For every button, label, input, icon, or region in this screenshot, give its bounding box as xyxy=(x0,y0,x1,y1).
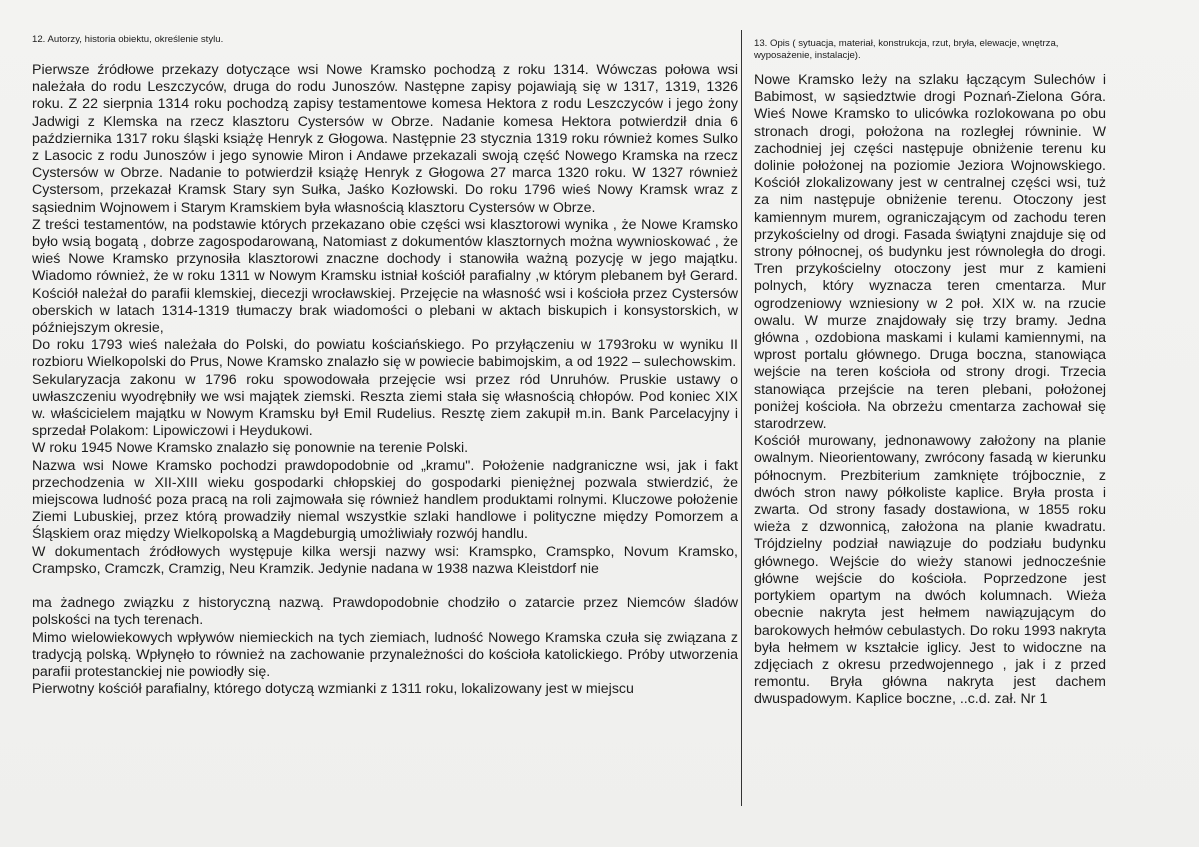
paragraph-history-9: Mimo wielowiekowych wpływów niemieckich na tych ziemiach, ludność Nowego Kramska czuła się związana z tradycją polską. Wpłynęło to również na zachowanie przynależności do kościoła katolickiego. Próby utworzenia parafii protestanckiej nie powiodły się. xyxy=(32,629,738,680)
paragraph-history-3: Do roku 1793 wieś należała do Polski, do powiatu kościańskiego. Po przyłączeniu w 1793roku w wyniku II rozbioru Wielkopolski do Prus, Nowe Kramsko znalazło się w powiecie babimojskim, a od 1922 – sulechowskim. xyxy=(32,337,738,371)
paragraph-description-2: Kościół murowany, jednonawowy założony na planie owalnym. Nieorientowany, zwrócony fasadą w kierunku północnym. Prezbiterium zamknięte trójbocznie, z dwóch stron nawy półkoliste kaplice. Bryła prosta i zwarta. Od strony fasady dostawiona, w 1855 roku wieża z dzwonnicą, założona na planie kwadratu. Trójdzielny podział nawiązuje do podziału budynku głównego. Wejście do wieży stanowi jednocześnie główne wejście do kościoła. Poprzedzone jest portykiem opartym na dwóch kolumnach. Wieża obecnie nakryta jest hełmem nawiązującym do barokowych hełmów cebulastych. Do roku 1993 nakryta była hełmem w kształcie iglicy. Jest to widoczne na zdjęciach z okresu przedwojennego , jak i z przed remontu. Bryła główna nakryta jest dachem dwuspadowym. Kaplice boczne, ..c.d. zał. Nr 1 xyxy=(754,433,1106,708)
paragraph-history-1: Pierwsze źródłowe przekazy dotyczące wsi Nowe Kramsko pochodzą z roku 1314. Wówczas połowa wsi należała do rodu Leszczyców, druga do rodu Junoszów. Następne zapisy pojawiają się w 1317, 1319, 1326 roku. Z 22 sierpnia 1314 roku pochodzą zapisy testamentowe komesa Hektora z rodu Leszczyców i jego żony Jadwigi z Klemska na rzecz klasztoru Cystersów w Obrze. Nadanie komesa Hektora potwierdził dnia 6 października 1317 roku śląski książę Henryk z Głogowa. Następnie 23 stycznia 1319 roku również komes Sulko z Lasocic z rodu Junoszów i jego synowie Miron i Andawe przekazali swoją część Nowego Kramska na rzecz Cystersów w Obrze. Nadanie to potwierdził książę Henryk z Głogowa 27 marca 1320 roku. W 1327 również Cystersom, przekazał Kramsk Stary syn Sułka, Jaśko Kozłowski. Do roku 1796 wieś Nowy Kramsk wraz z sąsiednim Wojnowem i Starym Kramskiem była własnością klasztoru Cystersów w Obrze. xyxy=(32,62,738,216)
left-column xyxy=(30,34,738,698)
right-column xyxy=(754,38,1106,709)
section-12-header: 12. Autorzy, historia obiektu, określenie stylu. xyxy=(32,34,224,45)
paragraph-history-2: Z treści testamentów, na podstawie których przekazano obie części wsi klasztorowi wynika , że Nowe Kramsko było wsią bogatą , dobrze zagospodarowaną, Natomiast z dokumentów klasztornych można wywnioskować , że wieś Nowe Kramsko przynosiła klasztorowi znaczne dochody i stanowiła ważną pozycję w jego majątku. Wiadomo również, że w roku 1311 w Nowym Kramsku istniał kościół parafialny ,w którym plebanem był Gerard. Kościół należał do parafii klemskiej, diecezji wrocławskiej. Przejęcie na własność wsi i kościoła przez Cystersów oberskich w latach 1314-1319 tłumaczy brak wiadomości o plebani w aktach biskupich i konsystorskich, w późniejszym okresie, xyxy=(32,216,738,337)
paragraph-history-10: Pierwotny kościół parafialny, którego dotyczą wzmianki z 1311 roku, lokalizowany jest w miejscu xyxy=(32,681,634,698)
paragraph-history-4: Sekularyzacja zakonu w 1796 roku spowodowała przejęcie wsi przez ród Unruhów. Pruskie ustawy o uwłaszczeniu wyodrębniły we wsi majątek ziemski. Reszta ziemi stała się własnością chłopów. Pod koniec XIX w. właścicielem majątku w Nowym Kramsku był Emil Rudelius. Resztę ziem zakupił m.in. Bank Parcelacyjny i sprzedał Polakom: Lipowiczowi i Heydukowi. xyxy=(32,371,738,440)
blank-gap xyxy=(30,578,738,595)
paragraph-history-6: Nazwa wsi Nowe Kramsko pochodzi prawdopodobnie od „kramu". Położenie nadgraniczne wsi, jak i fakt przechodzenia w XII-XIII wieku gospodarki chłopskiej do gospodarki pieniężnej pozwala stwierdzić, że miejscowa ludność poza pracą na roli zajmowała się również handlem produktami rolnymi. Kluczowe położenie Ziemi Lubuskiej, przez którą prowadziły niemal wszystkie szlaki handlowe i polityczne między Pomorzem a Śląskiem oraz między Wielkopolską a Magdeburgią umożliwiały rozwój handlu. xyxy=(32,457,738,543)
column-divider xyxy=(741,30,742,806)
paragraph-description-1: Nowe Kramsko leży na szlaku łączącym Sulechów i Babimost, w sąsiedztwie drogi Poznań-Zielona Góra. Wieś Nowe Kramsko to ulicówka rozlokowana po obu stronach drogi, położona na rozległej równinie. W zachodniej jej części następuje obniżenie terenu ku dolinie położonej na poziomie Jeziora Wojnowskiego. Kościół zlokalizowany jest w centralnej części wsi, tuż za nim następuje obniżenie terenu. Otoczony jest kamiennym murem, ograniczającym od zachodu teren przykościelny od drogi. Fasada świątyni znajduje się od strony północnej, oś budynku jest równoległa do drogi. Tren przykościelny otoczony jest mur z kamieni polnych, który wyznacza teren cmentarza. Mur ogrodzeniowy wzniesiony w 2 poł. XIX w. na rzucie owalu. W murze znajdowały się trzy bramy. Jedna główna , ozdobiona maskami i kulami kamiennymi, na wprost portalu głównego. Druga boczna, stanowiąca wejście na teren kościoła od strony drogi. Trzecia stanowiąca przejście na teren plebani, położonej poniżej kościoła. Na obrzeżu cmentarza zachował się starodrzew. xyxy=(754,72,1106,433)
paragraph-history-5: W roku 1945 Nowe Kramsko znalazło się ponownie na terenie Polski. xyxy=(32,440,469,457)
section-13-header: 13. Opis ( sytuacja, materiał, konstrukcja, rzut, bryła, elewacje, wnętrza, wyposażenie, instalacje). xyxy=(754,38,1059,61)
paragraph-history-8: ma żadnego związku z historyczną nazwą. Prawdopodobnie chodziło o zatarcie przez Niemców śladów polskości na tych terenach. xyxy=(32,595,738,629)
paragraph-history-7: W dokumentach źródłowych występuje kilka wersji nazwy wsi: Kramspko, Cramspko, Novum Kramsko, Crampsko, Cramczk, Cramzig, Neu Kramzik. Jedynie nadana w 1938 nazwa Kleistdorf nie xyxy=(32,543,738,577)
